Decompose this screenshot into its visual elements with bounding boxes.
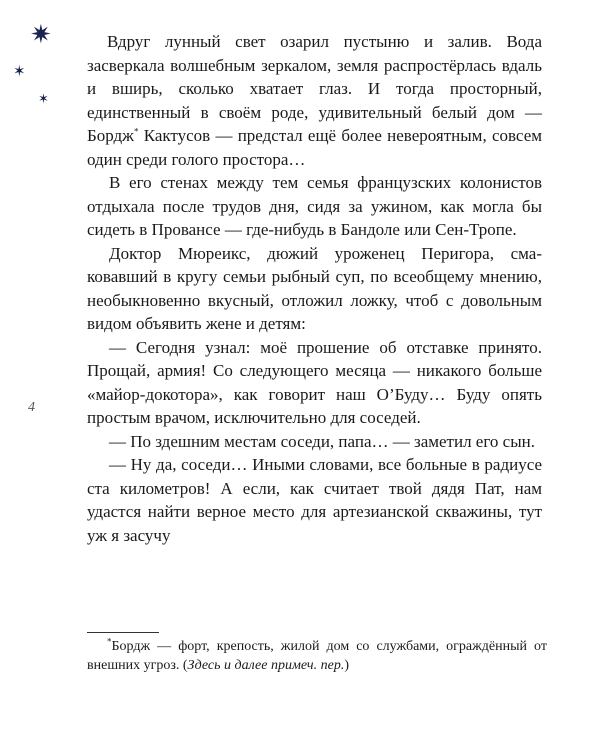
decorative-star-icon: ✷ [30,20,52,50]
decorative-star-icon: ✶ [13,62,26,80]
body-text [87,30,542,547]
paragraph: Вдруг лунный свет озарил пустыню и залив. Вода засверкала волшебным зеркалом, земля распростёрлась вдаль и вширь, сколько хватает глаз. И тогда просторный, единственный в своём роде, удивительный белый дом — Бордж* Кактусов — предстал ещё более невероятным, совсем один среди голого простора… [87,32,542,169]
paragraph: Доктор Мюреикс, дюжий уроженец Перигора, смаковавший в кругу семьи рыбный суп, по всеобщему мнению, необыкновенно вкусный, отложил ложку, чтоб с довольным видом объявить жене и детям: [87,243,542,333]
paragraph: В его стенах между тем семья французских колонистов отдыхала после трудов дня, сидя за ужином, как могла бы сидеть в Провансе — где-нибудь в Бандоле или Сен-Тропе. [87,173,542,239]
paragraph: — Ну да, соседи… Иными словами, все больные в радиусе ста километров! А если, как считает твой дядя Пат, нам удастся найти верное место для артезианской скважины, тут уж я засучу [87,455,542,545]
footnote: *Бордж — форт, крепость, жилой дом со службами, ограждённый от внешних угроз. (Здесь и далее примеч. пер.) [87,636,547,673]
page-number: 4 [28,400,35,415]
paragraph: — По здешним местам соседи, папа… — заметил его сын. [109,431,535,451]
decorative-star-icon: ✶ [38,92,49,107]
footnote-divider [87,632,159,633]
paragraph: — Сегодня узнал: моё прошение об отставке принято. Прощай, армия! Со следующего месяца — никакого больше «майор-докотора», как говорит наш О’Буду… Буду опять простым врачом, исключительно для соседей. [87,337,542,427]
